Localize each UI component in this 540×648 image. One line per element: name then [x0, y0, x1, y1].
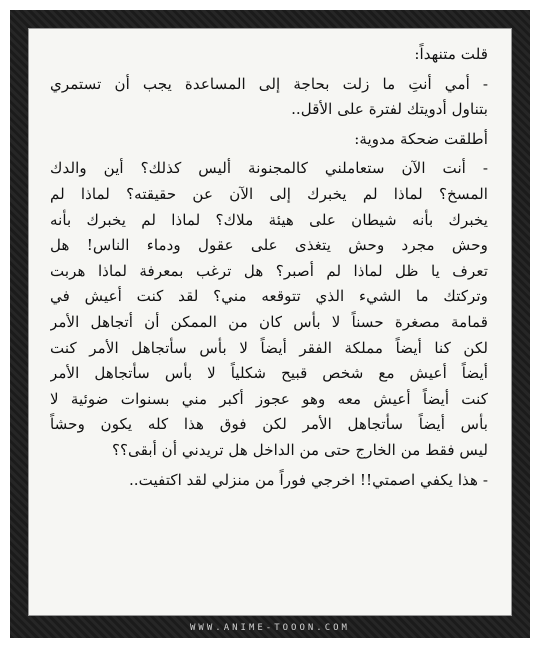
text-line: ليس فقط من الخارج حتى من الداخل هل تريدني أن أبقى؟؟	[111, 440, 488, 459]
book-page	[28, 28, 512, 616]
site-watermark: WWW.ANIME-TOOON.COM	[190, 623, 350, 633]
text-line: كنت أيضاً أعيش معه وهو عجوز أكبر مني بسنوات ضوئية لا	[50, 389, 488, 408]
text-line: أيضاً أعيش مع شخص قبيح شكلياً لا بأس سأتجاهل الأمر	[50, 364, 488, 383]
text-line: قلت متنهداً:	[414, 45, 488, 63]
text-line: لكن كنا أيضاً مملكة الفقر أيضاً لا بأس سأتجاهل الأمر كنت	[50, 338, 488, 357]
text-line: - أمي أنتِ ما زلت بحاجة إلى المساعدة يجب أن تستمري	[50, 74, 488, 93]
text-line: تعرف يا ظل لماذا لم أصبر؟ هل ترغب بمعرفة لماذا هربت	[50, 261, 488, 280]
text-line: - أنت الآن ستعاملني كالمجنونة أليس كذلك؟ أين والدك	[50, 159, 488, 178]
text-line: بأس أيضاً سأتجاهل الأمر لكن فوق هذا كله يكون وحشاً	[50, 415, 488, 434]
text-line: - هذا يكفي اصمتي!! اخرجي فوراً من منزلي لقد اكتفيت..	[128, 470, 488, 489]
text-line: وحش مجرد وحش يتغذى على عقول ودماء الناس! هل	[50, 236, 488, 255]
text-line: وتركتك ما الشيء الذي تتوقعه مني؟ لقد كنت أعيش في	[50, 287, 488, 306]
page-text	[50, 42, 488, 493]
text-line: أطلقت ضحكة مدوية:	[354, 129, 488, 148]
text-line: بتناول أدويتك لفترة على الأقل..	[291, 100, 488, 119]
text-line: المسخ؟ لماذا لم يخبرك إلى الآن عن حقيقته؟ لماذا لم	[50, 184, 488, 203]
text-line: يخبرك بأنه شيطان على هيئة ملاك؟ لماذا لم يخبرك بأنه	[50, 210, 488, 229]
text-line: قمامة مصغرة حسناً لا بأس كان من الممكن أن أتجاهل الأمر	[50, 312, 488, 331]
